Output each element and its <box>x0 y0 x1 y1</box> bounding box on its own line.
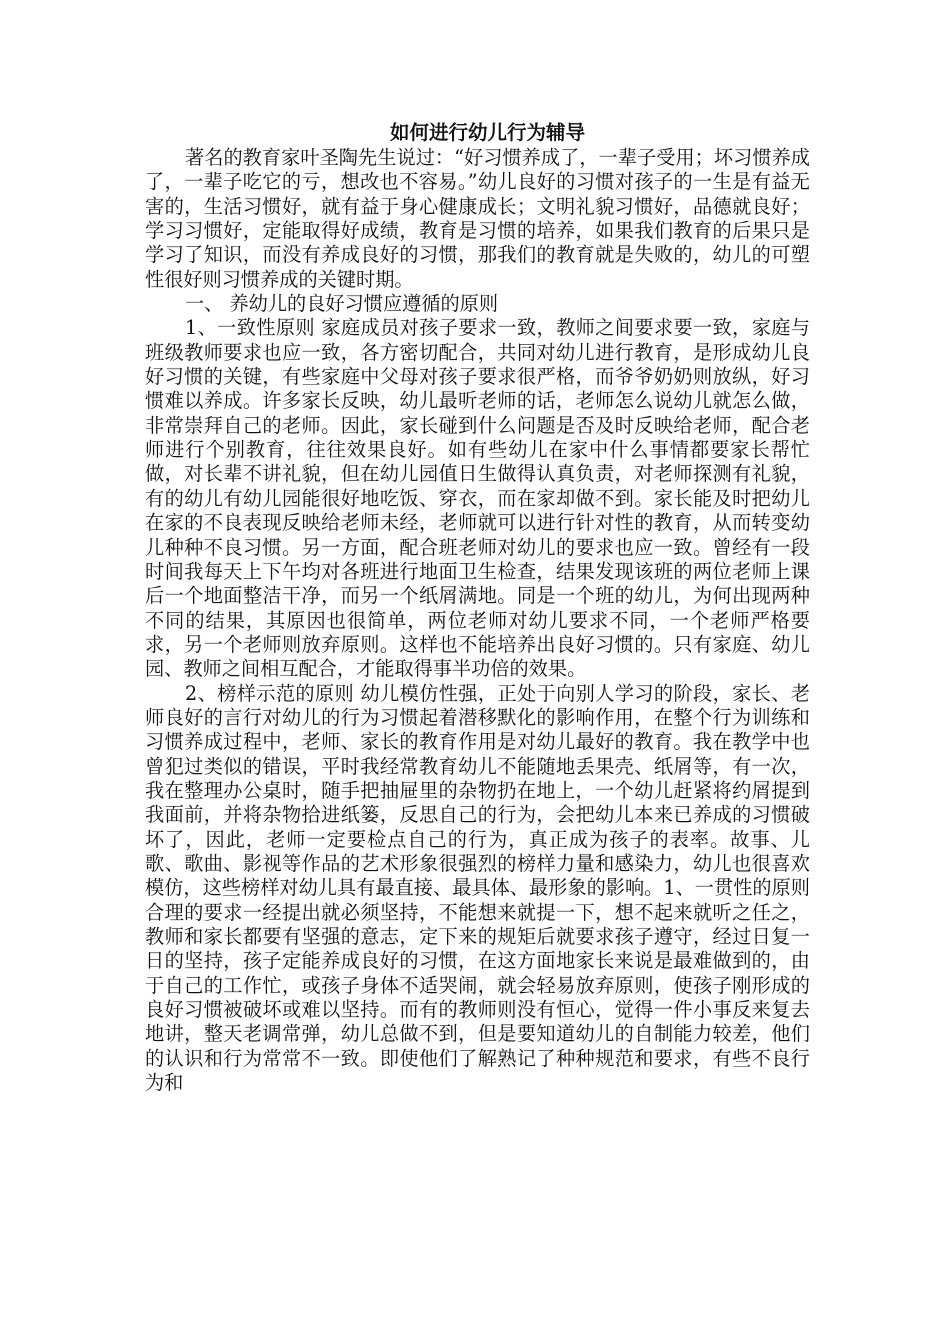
section-heading: 一、 养幼儿的良好习惯应遵循的原则 <box>185 292 499 316</box>
principle-role-model-paragraph: 2、榜样示范的原则 幼儿模仿性强，正处于向别人学习的阶段，家长、老师良好的言行对幼儿的行为习惯起着潜移默化的影响作用，在整个行为训练和习惯养成过程中，老师、家长的教育作用是对幼儿最好的教育。我在教学中也曾犯过类似的错误，平时我经常教育幼儿不能随地丢果壳、纸屑等，有一次，我在整理办公桌时，随手把抽屉里的杂物扔在地上，一个幼儿赶紧将约屑提到我面前，并将杂物拾进纸篓，反思自己的行为，会把幼儿本来已养成的习惯破坏了，因此，老师一定要检点自己的行为，真正成为孩子的表率。故事、儿歌、歌曲、影视等作品的艺术形象很强烈的榜样力量和感染力，幼儿也很喜欢模仿，这些榜样对幼儿具有最直接、最具体、最形象的影响。1、一贯性的原则 合理的要求一经提出就必须坚持，不能想来就提一下，想不起来就听之任之，教师和家长都要有坚强的意志，定下来的规矩后就要求孩子遵守，经过日复一日的坚持，孩子定能养成良好的习惯，在这方面地家长来说是最难做到的，由于自己的工作忙，或孩子身体不适哭闹，就会轻易放弃原则，使孩子刚形成的良好习惯被破坏或难以坚持。而有的教师则没有恒心，觉得一件小事反来复去地讲，整天老调常弹，幼儿总做不到，但是要知道幼儿的自制能力较差，他们的认识和行为常常不一致。即使他们了解熟记了种种规范和要求，有些不良行为和 <box>145 681 810 1095</box>
document-title: 如何进行幼儿行为辅导 <box>389 121 585 144</box>
document-body <box>145 120 810 1095</box>
principle-consistency-paragraph: 1、一致性原则 家庭成员对孩子要求一致，教师之间要求要一致，家庭与班级教师要求也应一致，各方密切配合，共同对幼儿进行教育，是形成幼儿良好习惯的关键，有些家庭中父母对孩子要求很严格，而爷爷奶奶则放纵，好习惯难以养成。许多家长反映，幼儿最听老师的话，老师怎么说幼儿就怎么做，非常崇拜自己的老师。因此，家长碰到什么问题是否及时反映给老师，配合老师进行个别教育，往往效果良好。如有些幼儿在家中什么事情都要家长帮忙做，对长辈不讲礼貌，但在幼儿园值日生做得认真负责，对老师探测有礼貌，有的幼儿有幼儿园能很好地吃饭、穿衣，而在家却做不到。家长能及时把幼儿在家的不良表现反映给老师未经，老师就可以进行针对性的教育，从而转变幼儿种种不良习惯。另一方面，配合班老师对幼儿的要求也应一致。曾经有一段时间我每天上下午均对各班进行地面卫生检查，结果发现该班的两位老师上课后一个地面整洁干净，而另一个纸屑满地。同是一个班的幼儿，为何出现两种不同的结果，其原因也很简单，两位老师对幼儿要求不同，一个老师严格要求，另一个老师则放弃原则。这样也不能培养出良好习惯的。只有家庭、幼儿园、教师之间相互配合，才能取得事半功倍的效果。 <box>145 316 810 681</box>
intro-paragraph: 著名的教育家叶圣陶先生说过：“好习惯养成了，一辈子受用；坏习惯养成了，一辈子吃它的亏，想改也不容易。”幼儿良好的习惯对孩子的一生是有益无害的，生活习惯好，就有益于身心健康成长；文明礼貌习惯好，品德就良好；学习习惯好，定能取得好成绩，教育是习惯的培养，如果我们教育的后果只是学习了知识，而没有养成良好的习惯，那我们的教育就是失败的，幼儿的可塑性很好则习惯养成的关键时期。 <box>145 146 810 291</box>
